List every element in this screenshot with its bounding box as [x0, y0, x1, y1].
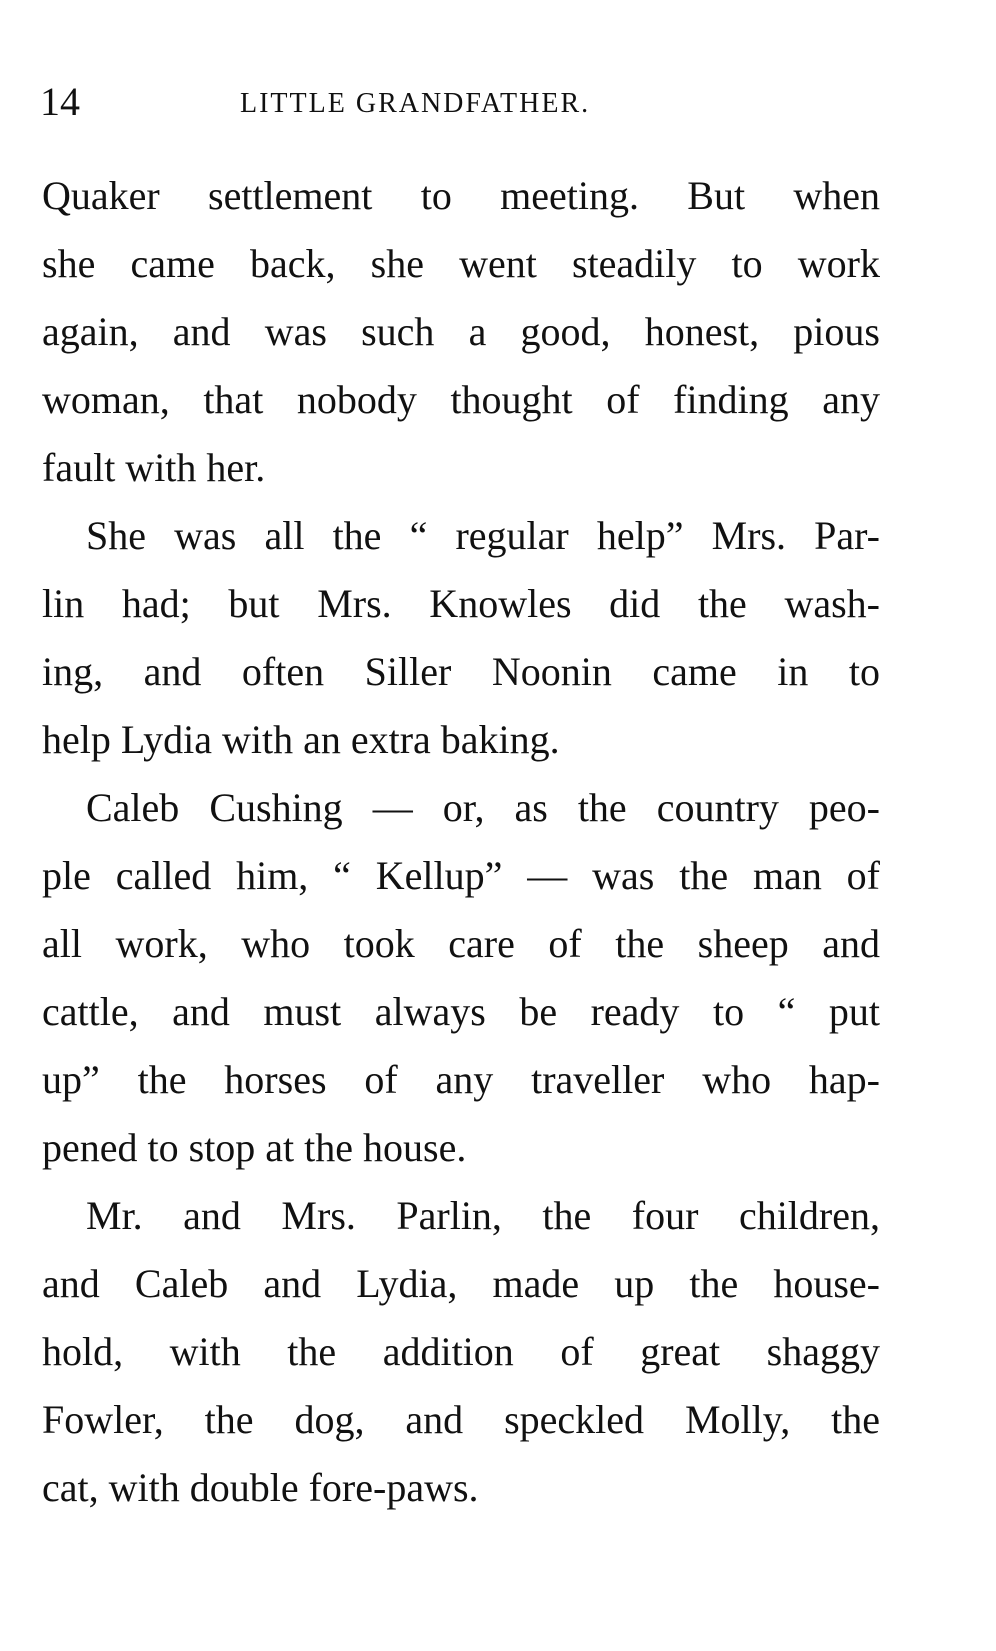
text-line: she came back, she went steadily to work	[42, 241, 880, 286]
body-text	[42, 162, 880, 1522]
text-line: again, and was such a good, honest, pious	[42, 309, 880, 354]
text-line: pened to stop at the house.	[42, 1125, 467, 1170]
text-line: all work, who took care of the sheep and	[42, 921, 880, 966]
text-line: ing, and often Siller Noonin came in to	[42, 649, 880, 694]
running-title: LITTLE GRANDFATHER.	[240, 88, 591, 119]
text-line: cat, with double fore-paws.	[42, 1465, 479, 1510]
text-line: help Lydia with an extra baking.	[42, 717, 560, 762]
text-line: Fowler, the dog, and speckled Molly, the	[42, 1397, 880, 1442]
paragraph-4	[42, 1182, 880, 1522]
running-head	[40, 78, 880, 126]
text-line: hold, with the addition of great shaggy	[42, 1329, 880, 1374]
text-line: fault with her.	[42, 445, 266, 490]
text-line: She was all the “ regular help” Mrs. Par-	[86, 513, 880, 558]
text-line: and Caleb and Lydia, made up the house-	[42, 1261, 880, 1306]
text-line: Quaker settlement to meeting. But when	[42, 173, 880, 218]
text-line: woman, that nobody thought of finding any	[42, 377, 880, 422]
page-number: 14	[40, 79, 80, 124]
text-line: Caleb Cushing — or, as the country peo-	[86, 785, 880, 830]
text-line: up” the horses of any traveller who hap-	[42, 1057, 880, 1102]
text-line: ple called him, “ Kellup” — was the man of	[42, 853, 880, 898]
text-line: cattle, and must always be ready to “ put	[42, 989, 880, 1034]
paragraph-1	[42, 162, 880, 502]
text-line: lin had; but Mrs. Knowles did the wash-	[42, 581, 880, 626]
text-line: Mr. and Mrs. Parlin, the four children,	[86, 1193, 880, 1238]
paragraph-3	[42, 774, 880, 1182]
paragraph-2	[42, 502, 880, 774]
